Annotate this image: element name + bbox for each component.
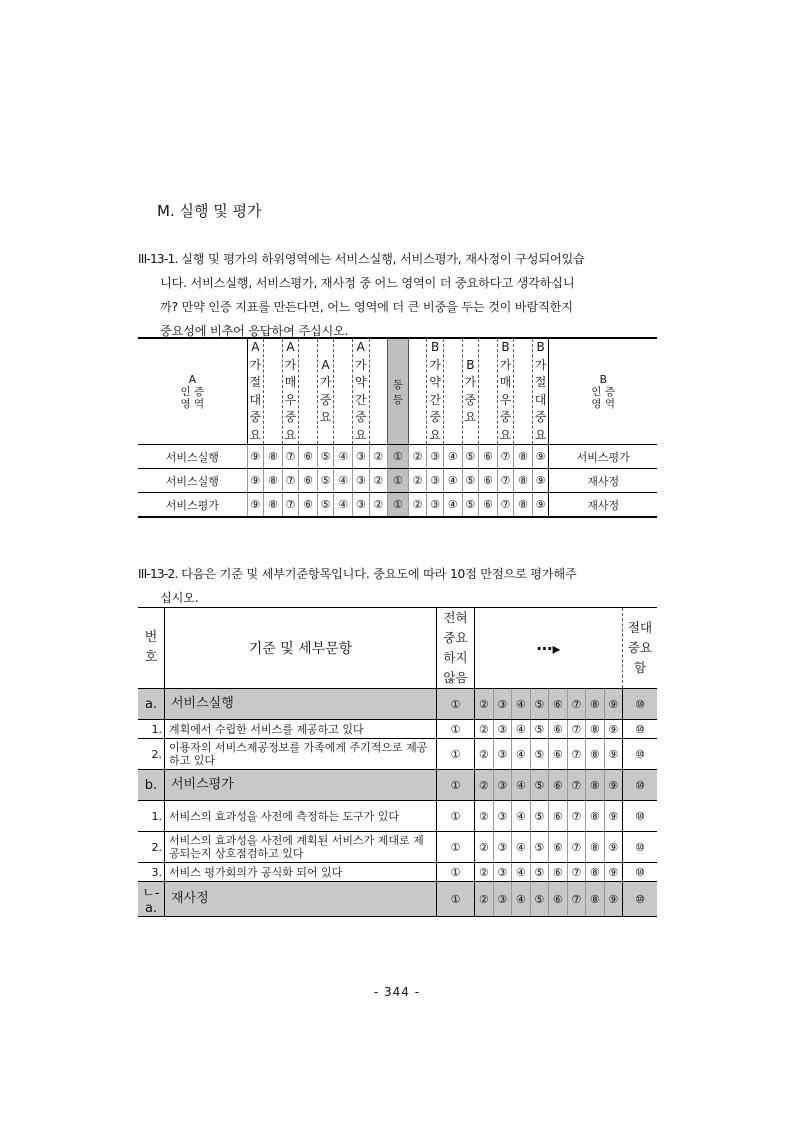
header-equal: 동 등 — [388, 338, 409, 445]
question-text-line: 니다. 서비스실행, 서비스평가, 재사정 중 어느 영역이 더 중요하다고 생각하십니 — [160, 276, 575, 290]
rating-option[interactable]: ⑥ — [549, 801, 568, 832]
rating-option[interactable]: ⑩ — [623, 832, 658, 863]
rating-option[interactable]: ⑦ — [567, 882, 586, 917]
rating-option[interactable]: ⑩ — [623, 863, 658, 882]
rating-option[interactable]: ① — [437, 770, 475, 801]
scale-option[interactable]: ⑥ — [299, 469, 318, 493]
question-text-line: 까? 만약 인증 지표를 만든다면, 어느 영역에 더 큰 비중을 두는 것이 바람직한지 — [160, 300, 573, 314]
rating-option[interactable]: ⑧ — [586, 801, 605, 832]
scale-option[interactable]: ⑥ — [479, 445, 498, 469]
rating-option[interactable]: ③ — [493, 882, 512, 917]
rating-option[interactable]: ③ — [493, 720, 512, 739]
criterion-row — [138, 770, 657, 801]
scale-arrow: ⋯▸ — [475, 608, 623, 689]
rating-option[interactable]: ⑥ — [549, 832, 568, 863]
rating-option[interactable]: ⑥ — [549, 863, 568, 882]
criterion-row — [138, 689, 657, 720]
rating-option[interactable]: ⑨ — [604, 882, 623, 917]
rating-option[interactable]: ⑤ — [530, 739, 549, 770]
rating-option[interactable]: ③ — [493, 770, 512, 801]
scale-option[interactable]: ⑨ — [247, 469, 264, 493]
left-domain-header: A 인 증 영 역 — [138, 338, 247, 445]
question-text-first: 실행 및 평가의 하위영역에는 서비스실행, 서비스평가, 재사정이 구성되어있습 — [181, 252, 585, 266]
rating-option[interactable]: ⑦ — [567, 863, 586, 882]
rating-table — [138, 607, 657, 917]
rating-option[interactable]: ③ — [493, 801, 512, 832]
rating-option[interactable]: ⑥ — [549, 720, 568, 739]
rating-option[interactable]: ③ — [493, 689, 512, 720]
sub-item-row — [138, 720, 657, 739]
scale-option[interactable]: ⑨ — [532, 445, 549, 469]
header-a-slightly-important: A 가 약 간 중 요 — [352, 338, 369, 445]
header-a-absolutely-important: A 가 절 대 중 요 — [247, 338, 264, 445]
scale-option[interactable]: ⑦ — [282, 445, 299, 469]
scale-option[interactable]: ④ — [334, 469, 353, 493]
rating-option[interactable]: ⑤ — [530, 770, 549, 801]
scale-option[interactable]: ③ — [427, 445, 444, 469]
scale-option[interactable]: ③ — [352, 493, 369, 518]
scale-option[interactable]: ② — [369, 493, 388, 518]
scale-option[interactable]: ⑧ — [264, 493, 283, 518]
rating-option[interactable]: ① — [437, 689, 475, 720]
rating-option[interactable]: ① — [437, 720, 475, 739]
scale-option[interactable]: ⑥ — [299, 445, 318, 469]
scale-option[interactable]: ④ — [334, 493, 353, 518]
row-number: 2. — [138, 739, 165, 770]
rating-option[interactable]: ⑤ — [530, 801, 549, 832]
rating-option[interactable]: ⑧ — [586, 882, 605, 917]
section-title: M. 실행 및 평가 — [157, 202, 262, 220]
rating-option[interactable]: ① — [437, 739, 475, 770]
header-b-very-important: B 가 매 우 중 요 — [497, 338, 514, 445]
scale-option[interactable]: ② — [369, 469, 388, 493]
rating-option[interactable]: ⑨ — [604, 739, 623, 770]
row-number: 3. — [138, 863, 165, 882]
rating-option[interactable]: ① — [437, 863, 475, 882]
row-number: 1. — [138, 720, 165, 739]
rating-option[interactable]: ⑩ — [623, 720, 658, 739]
right-domain-header: B 인 증 영 역 — [549, 338, 657, 445]
domain-b-label: 재사정 — [549, 493, 657, 518]
domain-b-label: 재사정 — [549, 469, 657, 493]
domain-b-label: 서비스평가 — [549, 445, 657, 469]
scale-option[interactable]: ② — [408, 469, 427, 493]
rating-option[interactable]: ⑥ — [549, 739, 568, 770]
not-important-header: 전혀 중요 하지 않음 — [437, 608, 475, 689]
scale-option[interactable]: ⑨ — [532, 469, 549, 493]
sub-item-row — [138, 863, 657, 882]
rating-option[interactable]: ⑤ — [530, 689, 549, 720]
header-a-very-important: A 가 매 우 중 요 — [282, 338, 299, 445]
rating-option[interactable]: ⑦ — [567, 739, 586, 770]
scale-option[interactable]: ⑤ — [317, 469, 334, 493]
rating-option[interactable]: ⑦ — [567, 770, 586, 801]
comparison-table — [138, 337, 657, 518]
row-text: 서비스의 효과성을 사전에 계획된 서비스가 제대로 제공되는지 상호점검하고 있다 — [165, 832, 437, 863]
scale-option[interactable]: ⑤ — [462, 469, 479, 493]
scale-option[interactable]: ⑥ — [299, 493, 318, 518]
scale-option[interactable]: ⑦ — [497, 493, 514, 518]
rating-option[interactable]: ② — [475, 882, 494, 917]
rating-option[interactable]: ④ — [512, 770, 531, 801]
row-number: ㄴ-a. — [138, 882, 165, 917]
scale-option[interactable]: ⑦ — [497, 445, 514, 469]
rating-option[interactable]: ⑩ — [623, 801, 658, 832]
row-number: 1. — [138, 801, 165, 832]
question-text-first: 다음은 기준 및 세부기준항목입니다. 중요도에 따라 10점 만점으로 평가해주 — [181, 567, 577, 581]
scale-option[interactable]: ⑤ — [317, 493, 334, 518]
row-text: 이용자의 서비스제공정보를 가족에게 주기적으로 제공하고 있다 — [165, 739, 437, 770]
question-number: III-13-2. — [138, 567, 178, 581]
scale-option[interactable]: ④ — [443, 445, 462, 469]
question-13-2 — [138, 562, 663, 610]
rating-option[interactable]: ④ — [512, 689, 531, 720]
number-header: 번 호 — [138, 608, 165, 689]
rating-option[interactable]: ⑦ — [567, 832, 586, 863]
scale-option[interactable]: ⑦ — [282, 469, 299, 493]
scale-option[interactable]: ⑨ — [247, 493, 264, 518]
scale-option[interactable]: ① — [388, 469, 409, 493]
comparison-row — [138, 469, 657, 493]
row-text: 재사정 — [165, 882, 437, 917]
rating-option[interactable]: ④ — [512, 882, 531, 917]
scale-option[interactable]: ① — [388, 493, 409, 518]
rating-option[interactable]: ⑩ — [623, 689, 658, 720]
scale-option[interactable]: ⑥ — [479, 469, 498, 493]
rating-option[interactable]: ⑩ — [623, 770, 658, 801]
scale-option[interactable]: ④ — [443, 493, 462, 518]
page-number: - 344 - — [373, 985, 421, 999]
rating-option[interactable]: ② — [475, 832, 494, 863]
question-text-line: 중요성에 비추어 응답하여 주십시오. — [160, 324, 349, 338]
scale-option[interactable]: ⑦ — [497, 469, 514, 493]
rating-option[interactable]: ④ — [512, 739, 531, 770]
header-b-important: B 가 중 요 — [462, 338, 479, 445]
scale-option[interactable]: ② — [369, 445, 388, 469]
rating-option[interactable]: ② — [475, 863, 494, 882]
rating-option[interactable]: ② — [475, 801, 494, 832]
scale-option[interactable]: ⑤ — [462, 445, 479, 469]
scale-option[interactable]: ③ — [427, 469, 444, 493]
rating-option[interactable]: ⑥ — [549, 882, 568, 917]
rating-option[interactable]: ⑤ — [530, 863, 549, 882]
scale-option[interactable]: ③ — [352, 445, 369, 469]
question-text-line: 십시오. — [160, 591, 199, 605]
header-b-slightly-important: B 가 약 간 중 요 — [427, 338, 444, 445]
scale-option[interactable]: ⑤ — [317, 445, 334, 469]
rating-option[interactable]: ⑨ — [604, 801, 623, 832]
scale-option[interactable]: ④ — [334, 445, 353, 469]
scale-option[interactable]: ⑤ — [462, 493, 479, 518]
rating-option[interactable]: ⑧ — [586, 770, 605, 801]
rating-option[interactable]: ⑦ — [567, 720, 586, 739]
rating-option[interactable]: ④ — [512, 832, 531, 863]
row-number: b. — [138, 770, 165, 801]
rating-option[interactable]: ② — [475, 720, 494, 739]
row-text: 서비스 평가회의가 공식화 되어 있다 — [165, 863, 437, 882]
rating-option[interactable]: ⑥ — [549, 689, 568, 720]
scale-option[interactable]: ⑥ — [479, 493, 498, 518]
scale-option[interactable]: ⑧ — [264, 469, 283, 493]
domain-a-label: 서비스실행 — [138, 445, 247, 469]
scale-option[interactable]: ⑦ — [282, 493, 299, 518]
rating-option[interactable]: ③ — [493, 739, 512, 770]
rating-option[interactable]: ⑧ — [586, 863, 605, 882]
scale-option[interactable]: ⑧ — [514, 469, 533, 493]
rating-option[interactable]: ⑨ — [604, 770, 623, 801]
comparison-row — [138, 445, 657, 469]
rating-option[interactable]: ⑧ — [586, 739, 605, 770]
rating-option[interactable]: ⑦ — [567, 801, 586, 832]
rating-option[interactable]: ③ — [493, 832, 512, 863]
rating-option[interactable]: ① — [437, 832, 475, 863]
criterion-row — [138, 882, 657, 917]
scale-option[interactable]: ② — [408, 493, 427, 518]
scale-option[interactable]: ⑧ — [264, 445, 283, 469]
rating-option[interactable]: ④ — [512, 863, 531, 882]
question-13-1 — [138, 247, 663, 343]
row-text: 서비스실행 — [165, 689, 437, 720]
scale-option[interactable]: ② — [408, 445, 427, 469]
domain-a-label: 서비스실행 — [138, 469, 247, 493]
domain-a-label: 서비스평가 — [138, 493, 247, 518]
rating-option[interactable]: ⑩ — [623, 882, 658, 917]
sub-item-row — [138, 801, 657, 832]
rating-option[interactable]: ⑥ — [549, 770, 568, 801]
comparison-header-row — [138, 338, 657, 445]
row-text: 서비스의 효과성을 사전에 측정하는 도구가 있다 — [165, 801, 437, 832]
scale-option[interactable]: ③ — [427, 493, 444, 518]
comparison-row — [138, 493, 657, 518]
rating-option[interactable]: ⑨ — [604, 689, 623, 720]
scale-option[interactable]: ③ — [352, 469, 369, 493]
rating-option[interactable]: ④ — [512, 801, 531, 832]
rating-option[interactable]: ⑨ — [604, 832, 623, 863]
rating-option[interactable]: ⑩ — [623, 739, 658, 770]
rating-option[interactable]: ② — [475, 689, 494, 720]
rating-option[interactable]: ① — [437, 801, 475, 832]
scale-option[interactable]: ⑧ — [514, 493, 533, 518]
rating-option[interactable]: ⑦ — [567, 689, 586, 720]
row-number: 2. — [138, 832, 165, 863]
scale-option[interactable]: ④ — [443, 469, 462, 493]
sub-item-row — [138, 832, 657, 863]
question-number: III-13-1. — [138, 252, 178, 266]
row-text: 서비스평가 — [165, 770, 437, 801]
rating-option[interactable]: ⑧ — [586, 689, 605, 720]
rating-header-row — [138, 608, 657, 689]
scale-option[interactable]: ① — [388, 445, 409, 469]
rating-option[interactable]: ⑨ — [604, 720, 623, 739]
scale-option[interactable]: ⑧ — [514, 445, 533, 469]
rating-option[interactable]: ⑤ — [530, 882, 549, 917]
header-a-important: A 가 중 요 — [317, 338, 334, 445]
very-important-header: 절대 중요 함 — [623, 608, 658, 689]
rating-option[interactable]: ⑤ — [530, 832, 549, 863]
rating-option[interactable]: ④ — [512, 720, 531, 739]
item-header: 기준 및 세부문항 — [165, 608, 437, 689]
rating-option[interactable]: ⑤ — [530, 720, 549, 739]
rating-option[interactable]: ① — [437, 882, 475, 917]
rating-option[interactable]: ⑧ — [586, 832, 605, 863]
header-b-absolutely-important: B 가 절 대 중 요 — [532, 338, 549, 445]
rating-option[interactable]: ⑨ — [604, 863, 623, 882]
scale-option[interactable]: ⑨ — [247, 445, 264, 469]
sub-item-row — [138, 739, 657, 770]
rating-option[interactable]: ② — [475, 739, 494, 770]
rating-option[interactable]: ⑧ — [586, 720, 605, 739]
row-number: a. — [138, 689, 165, 720]
rating-option[interactable]: ② — [475, 770, 494, 801]
row-text: 계획에서 수립한 서비스를 제공하고 있다 — [165, 720, 437, 739]
rating-option[interactable]: ③ — [493, 863, 512, 882]
scale-option[interactable]: ⑨ — [532, 493, 549, 518]
